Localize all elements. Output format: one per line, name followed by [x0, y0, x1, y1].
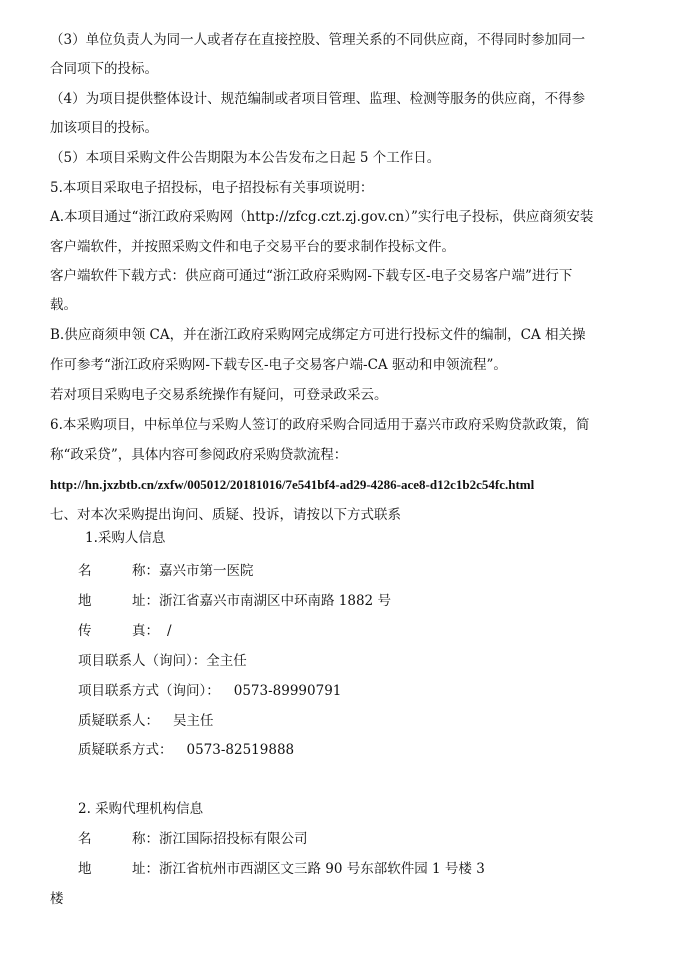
purchaser-name-value: 嘉兴市第一医院 [159, 563, 254, 579]
purchaser-query-phone-row [78, 741, 294, 759]
agency-address-value: 浙江省杭州市西湖区文三路 90 号东部软件园 1 号楼 3 [159, 861, 485, 877]
section-6-line-1: 6.本采购项目，中标单位与采购人签订的政府采购合同适用于嘉兴市政府采购贷款政策，简 [50, 417, 590, 433]
para-3-line-1: （3）单位负责人为同一人或者存在直接控股、管理关系的不同供应商，不得同时参加同一 [50, 32, 586, 48]
para-a-line-1: A.本项目通过“浙江政府采购网（http://zfcg.czt.zj.gov.cn）”实行电子投标，供应商须安装 [50, 209, 594, 225]
para-4-line-1: （4）为项目提供整体设计、规范编制或者项目管理、监理、检测等服务的供应商，不得参 [50, 91, 586, 107]
para-b-line-1: B.供应商须申领 CA，并在浙江政府采购网完成绑定方可进行投标文件的编制，CA 相关操 [50, 327, 586, 343]
purchaser-address-row [78, 592, 391, 610]
purchaser-contact-label: 项目联系人（询问）： [78, 653, 207, 669]
agency-heading: 2. 采购代理机构信息 [78, 801, 204, 817]
para-3-line-2: 合同项下的投标。 [50, 61, 158, 77]
client-download-line-1: 客户端软件下载方式：供应商可通过“浙江政府采购网-下载专区-电子交易客户端”进行下 [50, 268, 573, 284]
client-download-line-2: 载。 [50, 297, 77, 313]
section-7-title: 七、对本次采购提出询问、质疑、投诉，请按以下方式联系 [50, 507, 401, 523]
purchaser-query-contact-label: 质疑联系人： [78, 713, 159, 729]
purchaser-name-label: 名 称： [78, 563, 159, 579]
agency-address-label: 地 址： [78, 861, 159, 877]
purchaser-query-phone-label: 质疑联系方式： [78, 742, 173, 758]
purchaser-fax-row [78, 622, 172, 640]
purchaser-phone-row [78, 682, 341, 700]
para-5: （5）本项目采购文件公告期限为本公告发布之日起 5 个工作日。 [50, 150, 441, 166]
purchaser-fax-label: 传 真： [78, 623, 159, 639]
para-a-line-2: 客户端软件，并按照采购文件和电子交易平台的要求制作投标文件。 [50, 239, 455, 255]
purchaser-query-contact-value: 吴主任 [173, 713, 214, 729]
purchaser-heading: 1.采购人信息 [85, 530, 166, 546]
para-b-line-2: 作可参考“浙江政府采购网-下载专区-电子交易客户端-CA 驱动和申领流程”。 [50, 357, 507, 373]
purchaser-contact-row [78, 652, 247, 670]
purchaser-address-value: 浙江省嘉兴市南湖区中环南路 1882 号 [159, 593, 391, 609]
agency-name-row [78, 830, 308, 848]
purchaser-query-contact-row [78, 712, 214, 730]
agency-name-label: 名 称： [78, 831, 159, 847]
help-line: 若对项目采购电子交易系统操作有疑问，可登录政采云。 [50, 387, 388, 403]
loan-policy-link[interactable]: http://hn.jxzbtb.cn/zxfw/005012/20181016/7e541bf4-ad29-4286-ace8-d12c1b2c54fc.html [50, 477, 535, 492]
section-5-title: 5.本项目采取电子招投标，电子招投标有关事项说明： [50, 180, 374, 196]
purchaser-fax-value: / [167, 623, 172, 639]
agency-address-continued: 楼 [50, 891, 64, 907]
section-6-line-2: 称“政采贷”，具体内容可参阅政府采购贷款流程： [50, 447, 348, 463]
purchaser-address-label: 地 址： [78, 593, 159, 609]
para-4-line-2: 加该项目的投标。 [50, 120, 158, 136]
agency-name-value: 浙江国际招投标有限公司 [159, 831, 308, 847]
purchaser-contact-value: 全主任 [206, 653, 247, 669]
purchaser-query-phone-value: 0573-82519888 [186, 742, 295, 758]
purchaser-phone-value: 0573-89990791 [233, 683, 342, 699]
purchaser-phone-label: 项目联系方式（询问）： [78, 683, 220, 699]
agency-address-row [78, 860, 485, 878]
purchaser-name-row [78, 562, 254, 580]
